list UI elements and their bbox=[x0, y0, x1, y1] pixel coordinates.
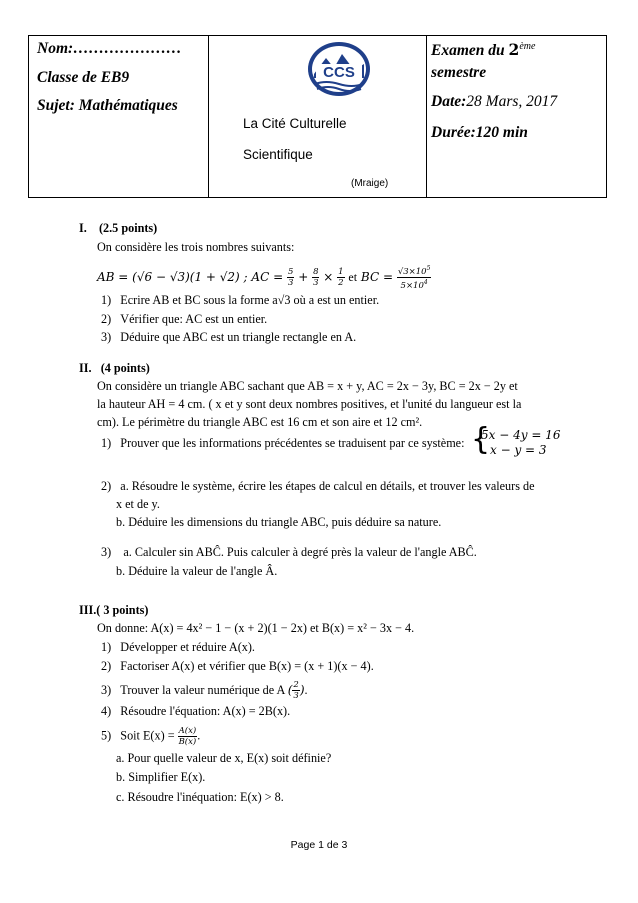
exam-date: Date:28 Mars, 2017 bbox=[431, 93, 558, 110]
section-2-q2a: 2) a. Résoudre le système, écrire les étapes de calcul en détails, et trouver les valeurs de bbox=[101, 479, 535, 493]
system-eq2: x − y = 3 bbox=[490, 443, 547, 457]
school-location: (Mraige) bbox=[351, 178, 389, 189]
section-2-p3: cm). Le périmètre du triangle ABC est 16 cm et son aire et 12 cm². bbox=[97, 415, 423, 429]
logo-text: CCS bbox=[323, 64, 355, 81]
section-3-q4: 4) Résoudre l'équation: A(x) = 2B(x). bbox=[101, 704, 291, 718]
date-value: 28 Mars, 2017 bbox=[466, 93, 558, 110]
section-3-q3: 3) Trouver la valeur numérique de A ( $\frac{2}{3}$ ). bbox=[101, 680, 308, 701]
section-3-q5c: c. Résoudre l'inéquation: E(x) > 8. bbox=[116, 790, 284, 804]
header-table bbox=[28, 35, 607, 198]
system-equations bbox=[481, 428, 560, 458]
school-name-line2: Scientifique bbox=[243, 147, 313, 162]
exam-number: 2 bbox=[508, 40, 520, 59]
section-2-q2b: b. Déduire les dimensions du triangle ABC, puis déduire sa nature. bbox=[116, 515, 442, 529]
section-2-q3b: b. Déduire la valeur de l'angle Â. bbox=[116, 564, 278, 578]
exam-semester: semestre bbox=[431, 64, 487, 81]
exam-duration: Durée:120 min bbox=[431, 124, 528, 141]
system-brace: { bbox=[471, 422, 491, 457]
section-2-q1: 1) Prouver que les informations précédentes se traduisent par ce système: bbox=[101, 436, 465, 450]
page-footer: Page 1 de 3 bbox=[290, 839, 348, 851]
section-2-p1: On considère un triangle ABC sachant que AB = x + y, AC = 2x − 3y, BC = 2x − 2y et bbox=[97, 379, 518, 393]
section-2-p2: la hauteur AH = 4 cm. ( x et y sont deux nombres positives, et l'unité du langueur est la bbox=[97, 397, 522, 411]
section-1-intro: On considère les trois nombres suivants: bbox=[97, 240, 295, 254]
section-3-title: III.( 3 points) bbox=[79, 603, 149, 617]
section-3-q5: 5) Soit E(x) = $\frac{A(x)}{B(x)}$ . bbox=[101, 726, 201, 747]
school-name-line1: La Cité Culturelle bbox=[243, 116, 347, 131]
header-center-cell bbox=[209, 36, 427, 197]
section-3-q5b: b. Simplifier E(x). bbox=[116, 770, 206, 784]
exam-sup: ème bbox=[519, 40, 536, 52]
section-3-q2: 2) Factoriser A(x) et vérifier que B(x) = (x + 1)(x − 4). bbox=[101, 659, 374, 673]
section-1-q3: 3) Déduire que ABC est un triangle rectangle en A. bbox=[101, 330, 357, 344]
header-left-cell bbox=[29, 36, 209, 197]
section-1-title: I. (2.5 points) bbox=[79, 221, 158, 235]
section-3-intro: On donne: A(x) = 4x² − 1 − (x + 2)(1 − 2x) et B(x) = x² − 3x − 4. bbox=[97, 621, 415, 635]
school-logo bbox=[306, 40, 372, 98]
section-2-q2a-cont: x et de y. bbox=[116, 497, 160, 511]
section-1-q1: 1) Ecrire AB et BC sous la forme a√3 où a est un entier. bbox=[101, 293, 380, 307]
section-3-q1: 1) Développer et réduire A(x). bbox=[101, 640, 255, 654]
system-eq1: 5x − 4y = 16 bbox=[481, 428, 561, 442]
section-1-q2: 2) Vérifier que: AC est un entier. bbox=[101, 312, 268, 326]
exam-prefix: Examen du bbox=[431, 42, 505, 59]
section-3-q5a: a. Pour quelle valeur de x, E(x) soit définie? bbox=[116, 751, 332, 765]
student-name-field: Nom:………………… bbox=[37, 40, 182, 57]
section-1-formula: AB = (√6 − √3)(1 + √2) ; AC = $\frac{5}{3}$ + $\frac{8}{3}$ × $\frac{1}{2}$ et BC = $\frac{√3\times 10^5}{5\times 10^4}$ bbox=[97, 265, 431, 291]
class-label: Classe de EB9 bbox=[37, 69, 130, 86]
exam-title bbox=[431, 40, 535, 60]
section-2-q3a: 3) a. Calculer sin ABĈ. Puis calculer à degré près la valeur de l'angle ABĈ. bbox=[101, 545, 477, 559]
subject-label: Sujet: Mathématiques bbox=[37, 97, 178, 114]
header-right-cell bbox=[427, 36, 606, 197]
section-2-title: II. (4 points) bbox=[79, 361, 150, 375]
